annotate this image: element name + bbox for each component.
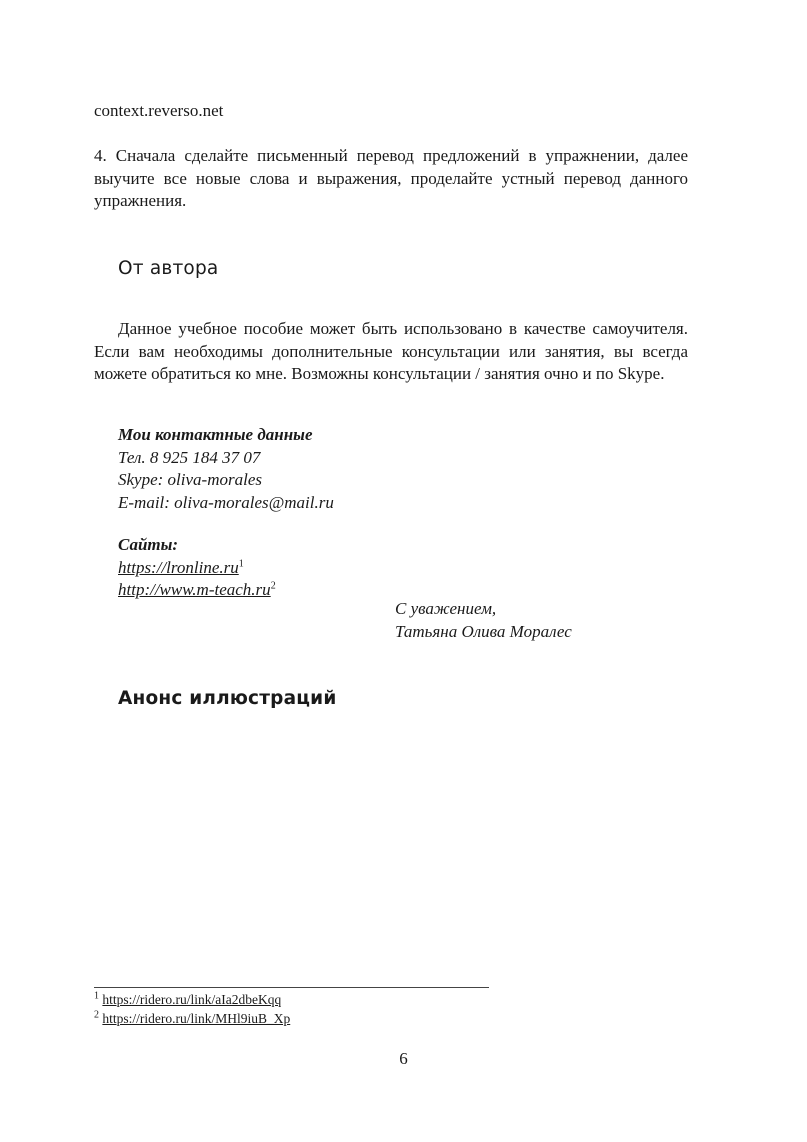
signature — [395, 598, 572, 643]
footnote-divider — [94, 987, 489, 988]
footnote-ref: 2 — [270, 580, 276, 592]
contact-email: E-mail: oliva-morales@mail.ru — [118, 492, 334, 512]
author-heading: От автора — [118, 258, 219, 279]
contacts-title: Мои контактные данные — [118, 425, 313, 444]
contact-phone: Тел. 8 925 184 37 07 — [118, 447, 261, 467]
footnote-item — [94, 990, 290, 1009]
footnotes — [94, 990, 290, 1028]
site-link-lronline[interactable]: https://lronline.ru — [118, 557, 239, 577]
footnote-link[interactable]: https://ridero.ru/link/MHl9iuB_Xp — [102, 1011, 291, 1026]
page-number: 6 — [399, 1049, 408, 1068]
footnote-item — [94, 1009, 290, 1028]
intro-site: context.reverso.net — [94, 101, 224, 120]
footnote-number: 1 — [94, 990, 99, 1002]
contact-skype: Skype: oliva-morales — [118, 470, 262, 489]
author-paragraph: Данное учебное пособие может быть использовано в качестве самоучителя. Если вам необходимы дополнительные консультации или занятия, вы всегда можете обратиться ко мне. Возможны консультации / занятия очно и по Skype. — [94, 319, 688, 383]
sites-title: Сайты: — [118, 535, 179, 554]
intro-step-4: 4. Сначала сделайте письменный перевод предложений в упражнении, далее выучите все новые слова и выражения, проделайте устный перевод данного упражнения. — [94, 146, 688, 210]
signature-greeting: С уважением, — [395, 599, 497, 618]
site-item — [118, 579, 276, 602]
footnote-link[interactable]: https://ridero.ru/link/aIa2dbeKqq — [102, 992, 282, 1007]
footnote-ref: 1 — [238, 557, 244, 569]
contacts-block — [118, 424, 334, 514]
site-item — [118, 557, 276, 580]
footnote-number: 2 — [94, 1009, 99, 1021]
signature-name: Татьяна Олива Моралес — [395, 621, 572, 641]
sites-block — [118, 534, 276, 602]
illustrations-heading: Анонс иллюстраций — [118, 688, 337, 709]
site-link-m-teach[interactable]: http://www.m-teach.ru — [118, 580, 271, 599]
